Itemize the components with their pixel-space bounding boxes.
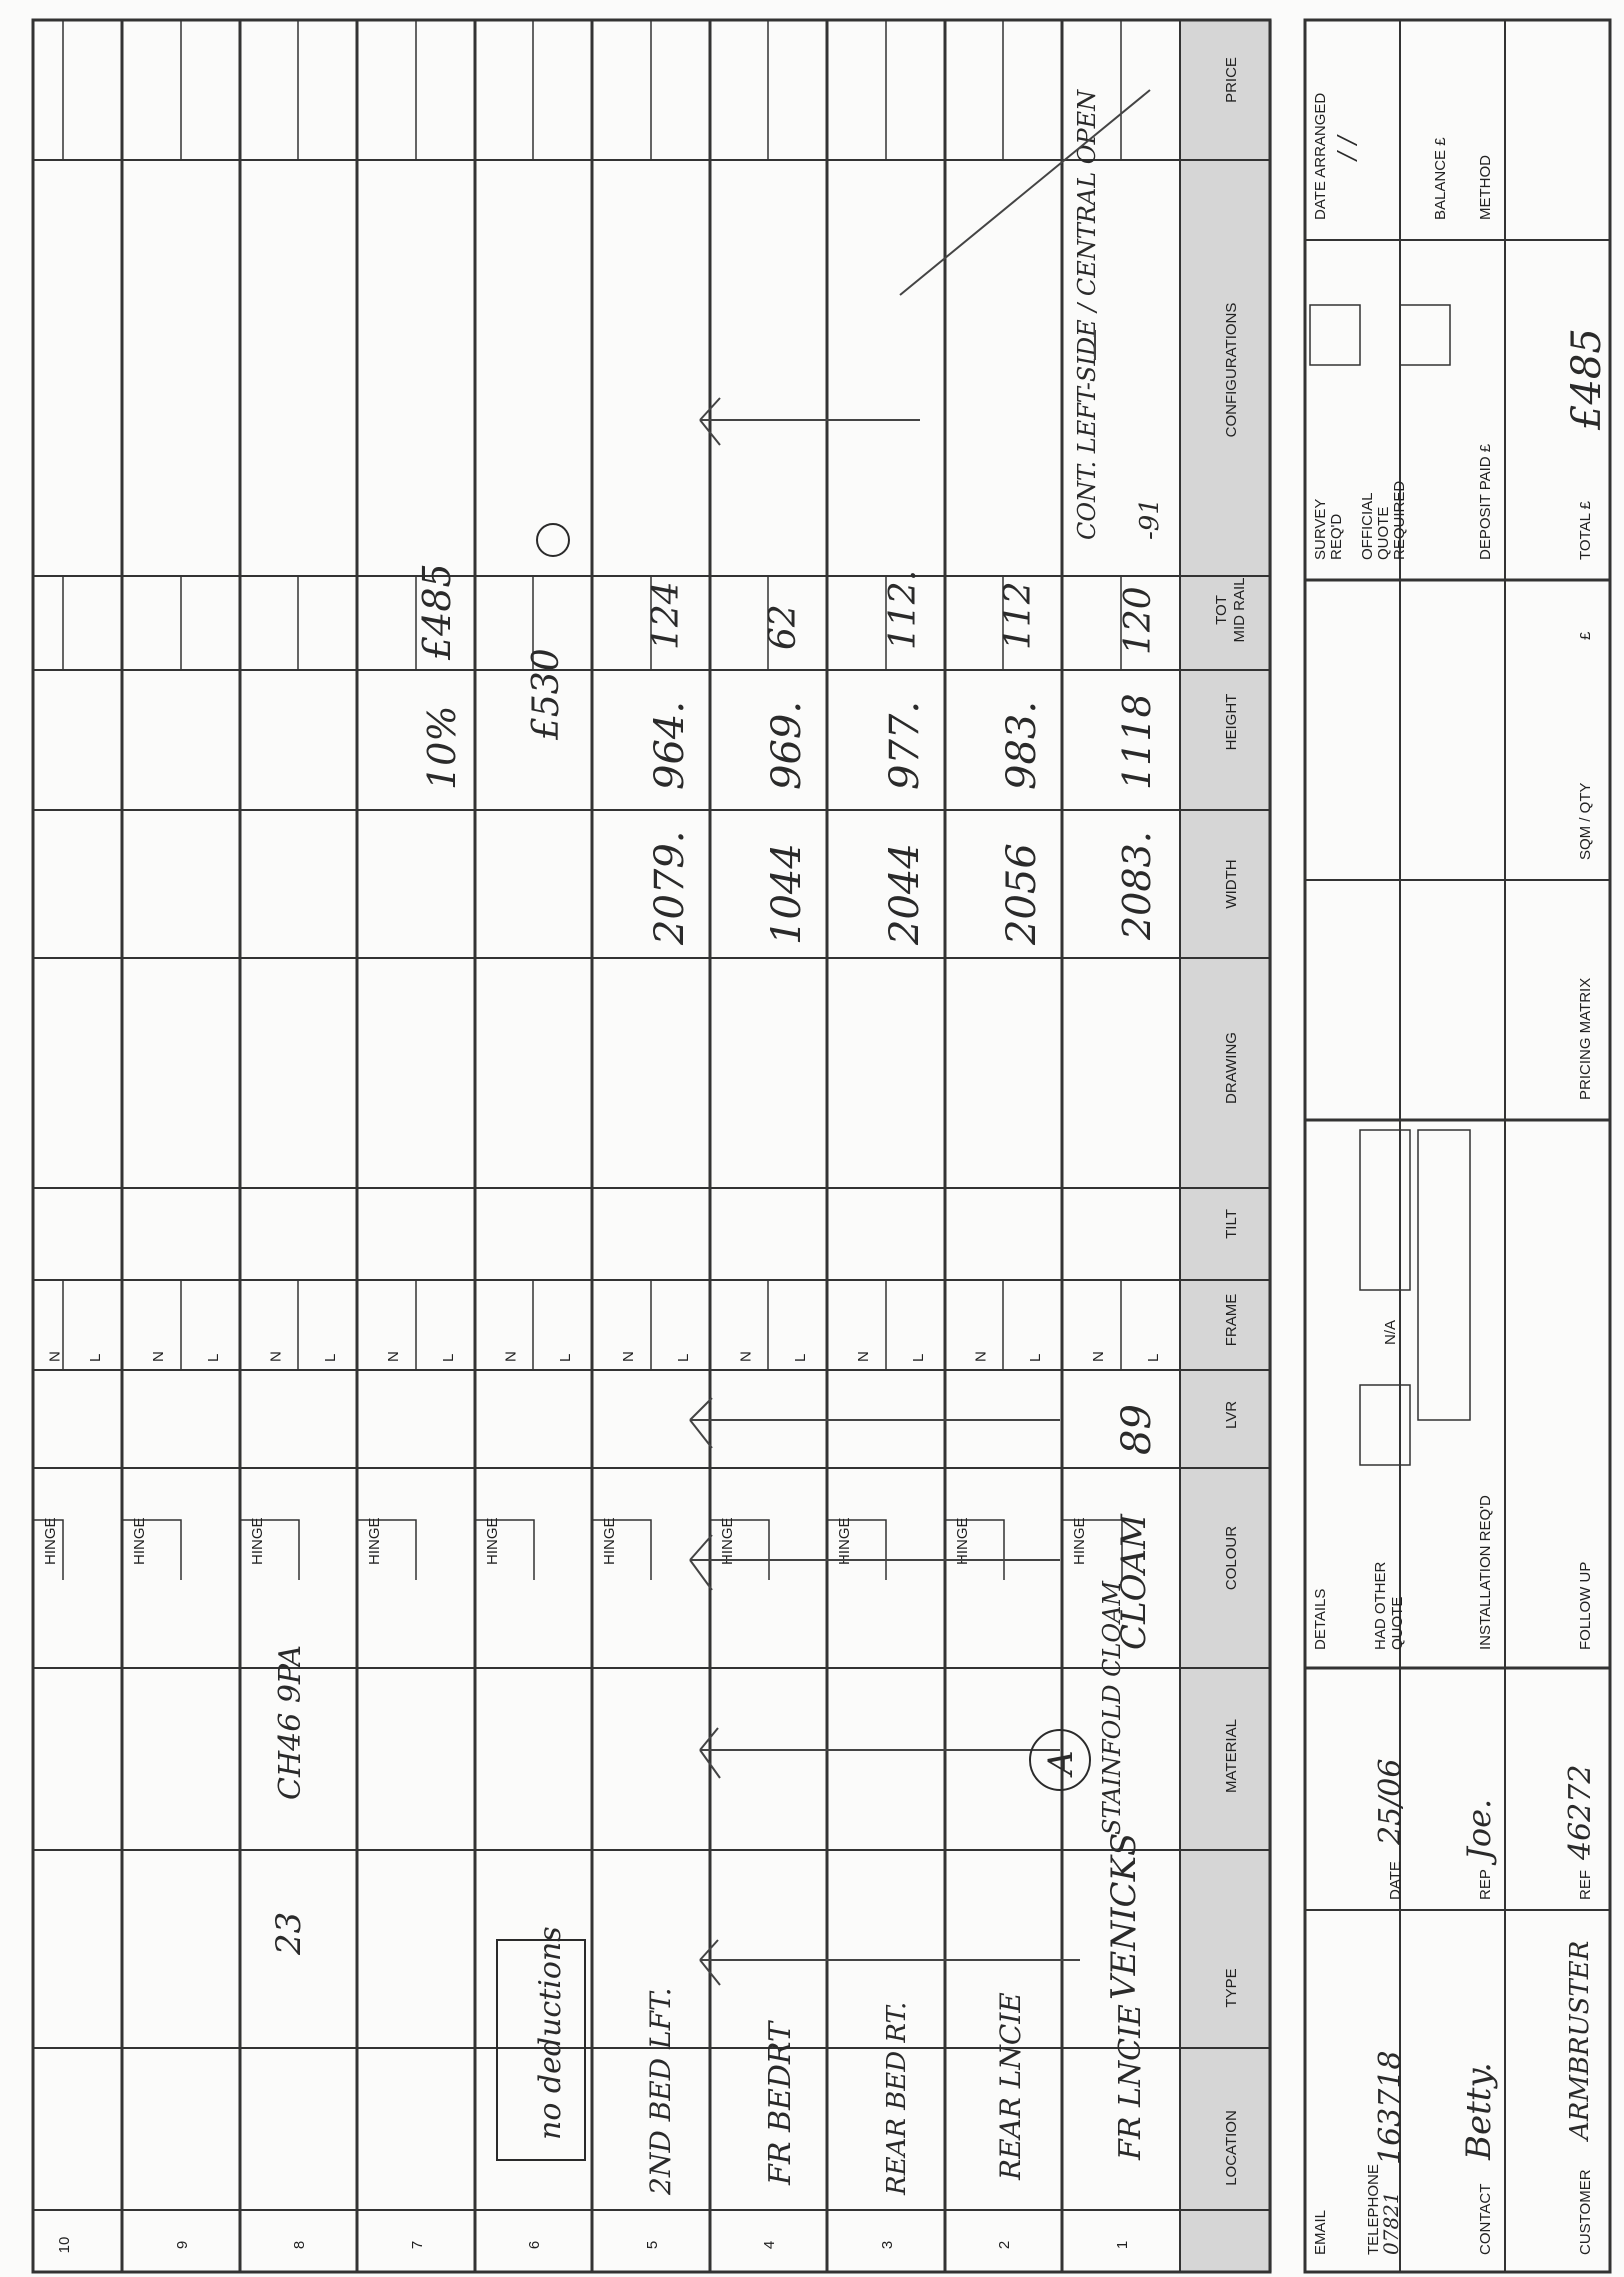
telephone-label: TELEPHONE xyxy=(1365,2164,1382,2255)
frame-n-label: N xyxy=(972,1351,990,1362)
row5-tot: 124 xyxy=(646,581,687,650)
date-label: DATE xyxy=(1387,1861,1404,1900)
ref-value: 46272 xyxy=(1563,1764,1598,1860)
row6-circle-mark xyxy=(537,524,569,556)
row-number: 6 xyxy=(526,2240,543,2250)
row2-height: 983. xyxy=(999,700,1045,790)
hinge-label: HINGE xyxy=(249,1517,266,1565)
row-number: 9 xyxy=(174,2240,191,2250)
hinge-label: HINGE xyxy=(954,1517,971,1565)
frame-n-label: N xyxy=(737,1351,755,1362)
date-value: 25/06 xyxy=(1373,1758,1408,1845)
header-price: PRICE xyxy=(1223,57,1240,103)
frame-l-label: L xyxy=(675,1353,692,1362)
row5-height: 964. xyxy=(647,700,693,790)
official-label-1: OFFICIAL xyxy=(1359,492,1376,560)
row-number: 5 xyxy=(644,2240,661,2250)
date-arranged-value: / / xyxy=(1333,136,1361,160)
follow-up-label: FOLLOW UP xyxy=(1577,1561,1594,1650)
postcode-note: CH46 9PA xyxy=(273,1644,308,1800)
frame-l-label: L xyxy=(1145,1353,1162,1362)
row1-location: FR LNCIE xyxy=(1113,2004,1148,2160)
row1-tot: 120 xyxy=(1118,586,1159,655)
pound-label: £ xyxy=(1577,631,1594,640)
row7-tot: £485 xyxy=(415,563,459,660)
header-configurations: CONFIGURATIONS xyxy=(1223,302,1240,438)
row-number: 2 xyxy=(996,2240,1013,2250)
margin-number: 23 xyxy=(269,1911,309,1955)
header-location: LOCATION xyxy=(1223,2110,1240,2186)
row-lines xyxy=(33,20,1122,2272)
na-box[interactable] xyxy=(1360,1130,1410,1290)
header-material: MATERIAL xyxy=(1223,1719,1240,1793)
frame-n-label: N xyxy=(385,1351,402,1362)
row1-config2: CONT. LEFT-SIDE / CENTRAL OPEN xyxy=(1073,89,1101,540)
header-drawing: DRAWING xyxy=(1223,1032,1240,1104)
frame-l-label: L xyxy=(205,1353,222,1362)
row5-location: 2ND BED LFT. xyxy=(644,1987,677,2195)
row2-location: REAR LNCIE xyxy=(994,1992,1027,2180)
row7-height: 10% xyxy=(420,705,464,790)
rep-value: Joe. xyxy=(1460,1798,1498,1860)
row4-location: FR BEDRT xyxy=(763,2021,798,2185)
row4-tot: 62 xyxy=(763,604,804,650)
contact-label: CONTACT xyxy=(1477,2183,1494,2255)
row3-width: 2044 xyxy=(882,843,928,945)
header-height: HEIGHT xyxy=(1223,693,1240,751)
row1-type: VENICKS xyxy=(1104,1832,1144,2000)
row7-location: no deductions xyxy=(533,1926,568,2140)
row1-colour: CLOAM xyxy=(1114,1514,1154,1650)
sub-labels xyxy=(42,1351,1162,1565)
frame-l-label: L xyxy=(322,1353,339,1362)
installation-label: INSTALLATION REQ'D xyxy=(1477,1495,1494,1650)
row-number: 8 xyxy=(291,2240,308,2250)
official-label-3: REQUIRED xyxy=(1391,480,1408,560)
had-other-label-1: HAD OTHER xyxy=(1372,1561,1389,1650)
frame-n-label: N xyxy=(46,1351,64,1362)
row2-width: 2056 xyxy=(999,843,1045,945)
row4-width: 1044 xyxy=(764,843,810,945)
total-value: £485 xyxy=(1564,328,1610,430)
frame-n-label: N xyxy=(150,1351,167,1362)
hinge-label: HINGE xyxy=(42,1517,59,1565)
row2-tot: 112 xyxy=(998,581,1039,650)
ref-label: REF xyxy=(1577,1870,1594,1900)
survey-label-1: SURVEY xyxy=(1312,498,1329,560)
hinge-label: HINGE xyxy=(484,1517,501,1565)
hinge-label: HINGE xyxy=(836,1517,853,1565)
handwritten-entries xyxy=(415,89,1165,2196)
header-colour: COLOUR xyxy=(1223,1525,1240,1591)
telephone-number: 163718 xyxy=(1373,2050,1408,2165)
header-width: WIDTH xyxy=(1223,859,1240,909)
telephone-area: 07821 xyxy=(1379,2191,1403,2255)
hinge-label: HINGE xyxy=(366,1517,383,1565)
balance-label: BALANCE £ xyxy=(1432,137,1449,220)
deposit-label: DEPOSIT PAID £ xyxy=(1477,443,1494,560)
row-number: 1 xyxy=(1114,2240,1131,2250)
row4-height: 969. xyxy=(764,700,810,790)
frame-l-label: L xyxy=(792,1353,809,1362)
frame-l-label: L xyxy=(87,1353,104,1362)
row3-tot: 112. xyxy=(883,569,924,650)
header-type: TYPE xyxy=(1223,1968,1240,2008)
rep-label: REP xyxy=(1477,1869,1494,1900)
row3-height: 977. xyxy=(882,700,928,790)
date-arranged-label: DATE ARRANGED xyxy=(1312,92,1329,220)
method-label: METHOD xyxy=(1477,155,1494,220)
material-a: A xyxy=(1041,1750,1081,1775)
pricing-matrix-label: PRICING MATRIX xyxy=(1577,977,1594,1100)
official-quote-box[interactable] xyxy=(1400,305,1450,365)
email-label: EMAIL xyxy=(1312,2209,1329,2255)
hinge-label: HINGE xyxy=(719,1517,736,1565)
frame-l-label: L xyxy=(557,1353,574,1362)
sqm-label: SQM / QTY xyxy=(1577,782,1594,860)
contact-value: Betty. xyxy=(1459,2062,1499,2160)
hinge-label: HINGE xyxy=(131,1517,148,1565)
installation-box[interactable] xyxy=(1418,1130,1470,1420)
header-lvr: LVR xyxy=(1223,1400,1240,1430)
frame-n-label: N xyxy=(267,1351,285,1362)
row-number: 3 xyxy=(879,2240,896,2250)
details-label: DETAILS xyxy=(1312,1588,1329,1650)
row6-tot: £530 xyxy=(526,648,567,740)
na-label: N/A xyxy=(1382,1319,1399,1345)
row1-width: 2083. xyxy=(1115,831,1159,940)
row-number: 10 xyxy=(56,2236,73,2254)
row1-height: 1118 xyxy=(1115,693,1159,790)
survey-box[interactable] xyxy=(1310,305,1360,365)
row-number: 4 xyxy=(761,2240,778,2250)
header-mid-rail: MID RAIL xyxy=(1231,577,1248,643)
customer-label: CUSTOMER xyxy=(1577,2169,1594,2255)
header-frame: FRAME xyxy=(1223,1293,1240,1347)
hinge-label: HINGE xyxy=(601,1517,618,1565)
had-other-box[interactable] xyxy=(1360,1385,1410,1465)
margin-notes xyxy=(269,1645,309,1956)
had-other-label-2: QUOTE xyxy=(1389,1596,1406,1650)
survey-label-2: REQ'D xyxy=(1328,513,1345,560)
hinge-label: HINGE xyxy=(1071,1517,1088,1565)
row-number: 7 xyxy=(409,2240,426,2250)
header-tot: TOT xyxy=(1213,595,1230,625)
row1-lvr: 89 xyxy=(1114,1404,1160,1455)
footer-labels xyxy=(1310,93,1610,2255)
frame-l-label: L xyxy=(910,1353,927,1362)
frame-l-label: L xyxy=(440,1353,457,1362)
frame-n-label: N xyxy=(1090,1351,1107,1362)
customer-value: ARMBRUSTER xyxy=(1565,1940,1595,2140)
row5-width: 2079. xyxy=(647,830,693,945)
frame-n-label: N xyxy=(502,1351,520,1362)
total-label: TOTAL £ xyxy=(1577,501,1594,560)
frame-n-label: N xyxy=(855,1351,872,1362)
official-label-2: QUOTE xyxy=(1375,506,1392,560)
row1-config: -91 xyxy=(1135,498,1165,540)
frame-l-label: L xyxy=(1027,1353,1044,1362)
frame-n-label: N xyxy=(620,1351,637,1362)
row3-location: REAR BED RT. xyxy=(882,2001,912,2195)
header-tilt: TILT xyxy=(1223,1209,1240,1239)
row1-material: STAINFOLD CLOAM xyxy=(1098,1581,1126,1835)
